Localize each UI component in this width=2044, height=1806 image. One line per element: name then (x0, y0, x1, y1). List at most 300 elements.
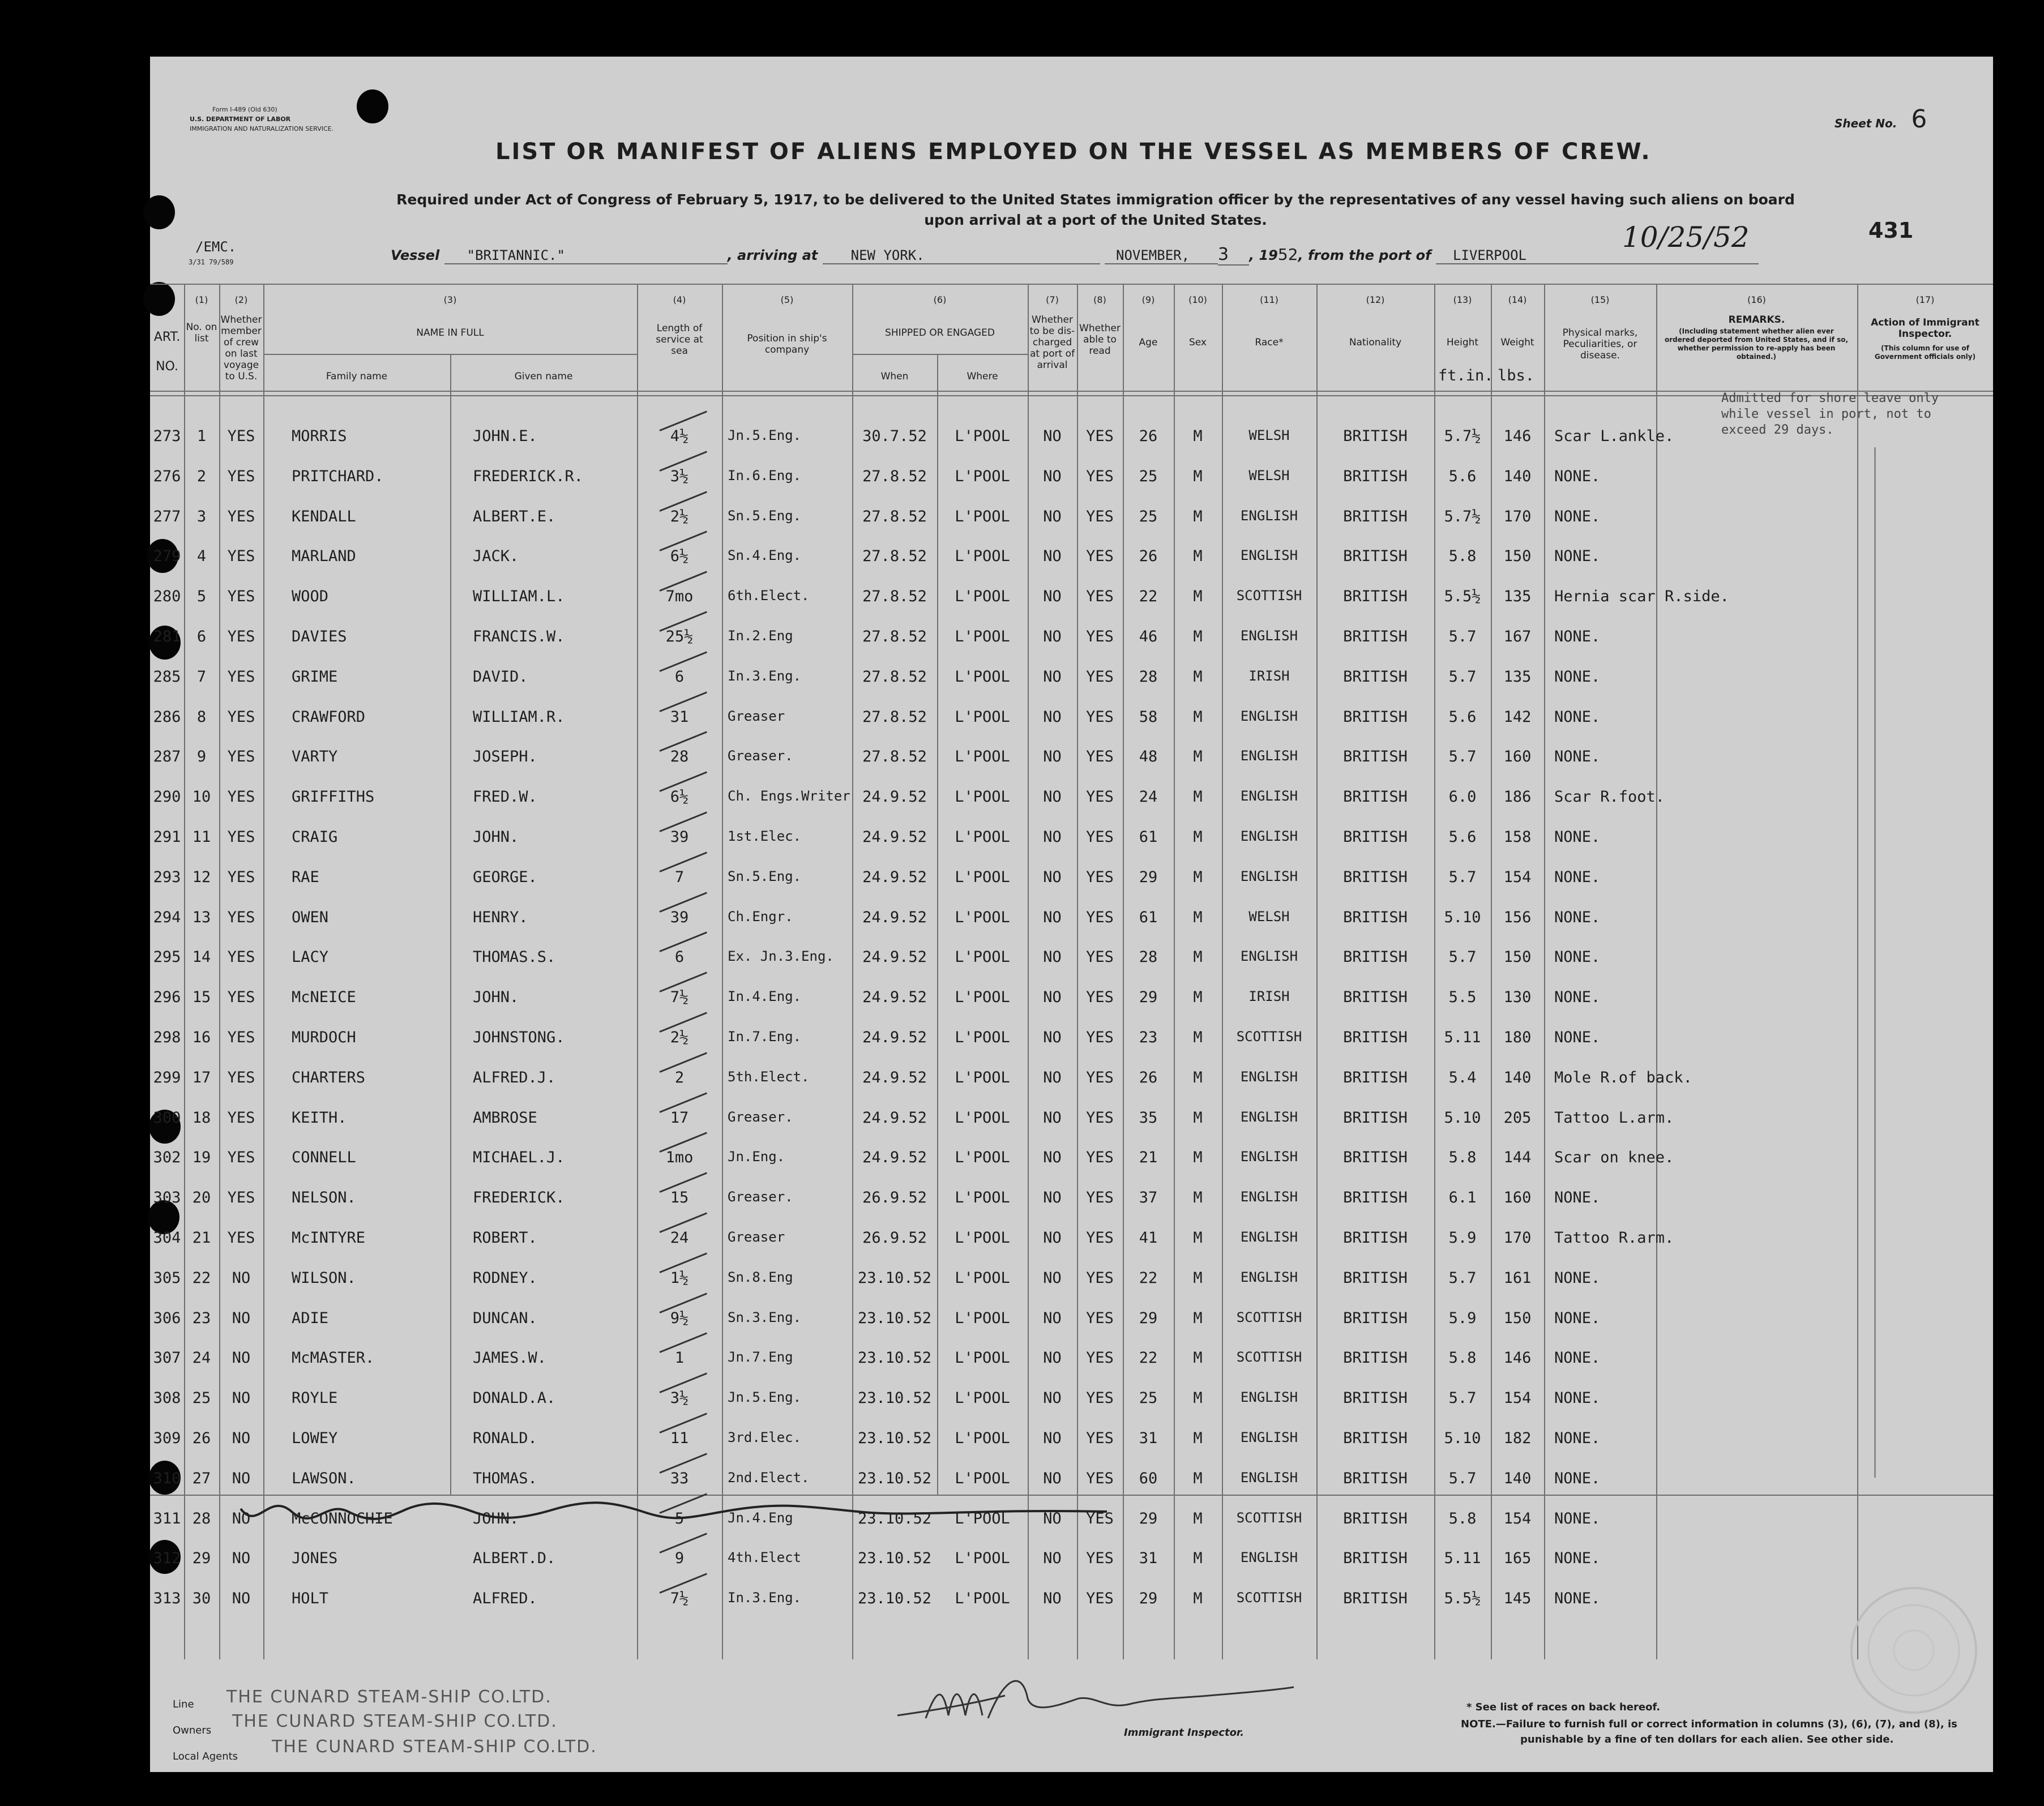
cell-family: CRAIG (292, 828, 338, 846)
list-number: 431 (1868, 218, 1914, 243)
cell-sex: M (1193, 667, 1203, 686)
cell-prev: YES (227, 1229, 255, 1247)
cell-sex: M (1193, 1029, 1203, 1046)
sheet-number-block (1835, 105, 1927, 134)
cell-height: 5.11 (1444, 1550, 1481, 1568)
cell-no: 22 (192, 1269, 211, 1287)
requirement-line-2: upon arrival at a port of the United States. (924, 212, 1267, 228)
table-row (150, 828, 1857, 851)
cell-weight: 161 (1503, 1269, 1532, 1287)
cell-read: YES (1086, 628, 1114, 645)
cell-position: Jn.Eng. (728, 1149, 785, 1165)
cell-position: In.4.Eng. (728, 988, 802, 1005)
cell-sex: M (1193, 1509, 1203, 1527)
cell-disch: NO (1043, 988, 1062, 1007)
cell-given: RONALD. (473, 1430, 537, 1447)
cell-disch: NO (1043, 547, 1062, 566)
requirement-text (377, 190, 1815, 230)
cell-position: Jn.4.Eng (728, 1509, 793, 1526)
cell-where: L'POOL (955, 1269, 1010, 1287)
cell-nat: BRITISH (1343, 948, 1408, 966)
cell-position: Sn.5.Eng. (728, 507, 802, 524)
cell-art: 295 (153, 948, 181, 966)
table-row (150, 1229, 1857, 1252)
cell-disch: NO (1043, 588, 1062, 606)
cell-age: 23 (1139, 1029, 1158, 1046)
cell-read: YES (1086, 1269, 1114, 1287)
cell-prev: YES (227, 988, 255, 1007)
cell-read: YES (1086, 908, 1114, 926)
cell-height: 5.7 (1448, 748, 1477, 766)
cell-where: L'POOL (955, 1469, 1010, 1487)
cell-where: L'POOL (955, 547, 1010, 566)
cell-sex: M (1193, 1189, 1203, 1207)
cell-given: JOHN. (473, 988, 519, 1007)
cell-art: 277 (153, 507, 181, 525)
cell-read: YES (1086, 507, 1114, 525)
cell-nat: BRITISH (1343, 908, 1408, 926)
cell-given: THOMAS. (473, 1469, 537, 1487)
closing-scribble (235, 1497, 1113, 1526)
cell-age: 48 (1139, 748, 1158, 766)
cell-art: 300 (153, 1109, 181, 1127)
cell-race: ENGLISH (1240, 828, 1298, 844)
cell-race: ENGLISH (1240, 507, 1298, 524)
cell-no: 11 (192, 828, 211, 846)
cell-height: 5.9 (1448, 1229, 1477, 1247)
cell-position: 3rd.Elec. (728, 1430, 802, 1445)
cell-nat: BRITISH (1343, 628, 1408, 645)
cell-weight: 160 (1503, 748, 1532, 766)
cell-read: YES (1086, 988, 1114, 1007)
cell-height: 5.5½ (1444, 1590, 1481, 1608)
cell-sex: M (1193, 1149, 1203, 1167)
handwritten-date: 10/25/52 (1622, 221, 1750, 254)
cell-art: 304 (153, 1229, 181, 1247)
cell-prev: NO (232, 1349, 251, 1367)
cell-marks: NONE. (1554, 547, 1601, 566)
cell-disch: NO (1043, 667, 1062, 686)
cell-service: 2 (674, 1068, 685, 1086)
cell-nat: BRITISH (1343, 1349, 1408, 1367)
line-label: Line (173, 1698, 194, 1710)
cell-art: 306 (153, 1309, 181, 1327)
cell-family: PRITCHARD. (292, 467, 384, 485)
owners-label: Owners (173, 1724, 212, 1736)
cell-weight: 130 (1503, 988, 1532, 1007)
cell-when: 27.8.52 (862, 588, 927, 606)
cell-read: YES (1086, 788, 1114, 806)
cell-age: 22 (1139, 1349, 1158, 1367)
cell-marks: NONE. (1554, 868, 1601, 886)
cell-weight: 167 (1503, 628, 1532, 645)
cell-prev: NO (232, 1590, 251, 1608)
arrival-year: 52 (1277, 245, 1298, 264)
cell-read: YES (1086, 1590, 1114, 1608)
cell-age: 29 (1139, 1309, 1158, 1327)
cell-height: 5.6 (1448, 828, 1477, 846)
cell-service: 7½ (670, 988, 689, 1007)
cell-height: 5.7½ (1444, 507, 1481, 525)
cell-height: 5.8 (1448, 1509, 1477, 1527)
cell-where: L'POOL (955, 988, 1010, 1007)
cell-weight: 170 (1503, 507, 1532, 525)
cell-read: YES (1086, 467, 1114, 485)
cell-sex: M (1193, 988, 1203, 1007)
agents-value: THE CUNARD STEAM-SHIP CO.LTD. (272, 1737, 597, 1757)
cell-service: 1mo (665, 1149, 694, 1167)
cell-prev: YES (227, 1029, 255, 1046)
col-13-header: Height (1446, 337, 1479, 348)
cell-when: 23.10.52 (857, 1309, 932, 1327)
cell-where: L'POOL (955, 1509, 1010, 1527)
table-row (150, 1149, 1857, 1171)
col-12-header: Nationality (1349, 337, 1402, 348)
cell-nat: BRITISH (1343, 1469, 1408, 1487)
cell-service: 1½ (670, 1269, 689, 1287)
cell-when: 23.10.52 (857, 1590, 932, 1608)
cell-given: WILLIAM.R. (473, 708, 565, 726)
cell-nat: BRITISH (1343, 1189, 1408, 1207)
cell-where: L'POOL (955, 748, 1010, 766)
cell-height: 5.5 (1448, 988, 1477, 1007)
cell-no: 18 (192, 1109, 211, 1127)
cell-position: Sn.5.Eng. (728, 868, 802, 884)
cell-service: 6 (674, 667, 685, 686)
table-row (150, 1189, 1857, 1212)
cell-prev: NO (232, 1430, 251, 1447)
cell-sex: M (1193, 628, 1203, 645)
cell-marks: NONE. (1554, 948, 1601, 966)
cell-service: 33 (670, 1469, 689, 1487)
cell-when: 24.9.52 (862, 1068, 927, 1086)
header-bottom-rule (150, 391, 1993, 392)
cell-age: 61 (1139, 828, 1158, 846)
cell-weight: 150 (1503, 1309, 1532, 1327)
col-16-subheader: (Including statement whether alien ever ordered deported from United States, and if so, whether permission to re-apply has been obtained.) (1664, 327, 1849, 361)
cell-height: 5.7 (1448, 1469, 1477, 1487)
cell-when: 27.8.52 (862, 628, 927, 645)
arrival-month: NOVEMBER, (1105, 247, 1218, 264)
table-row (150, 1349, 1857, 1372)
cell-marks: NONE. (1554, 708, 1601, 726)
table-row (150, 588, 1857, 610)
cell-where: L'POOL (955, 1029, 1010, 1046)
cell-family: McINTYRE (292, 1229, 366, 1247)
table-row (150, 1029, 1857, 1051)
cell-no: 19 (192, 1149, 211, 1167)
cell-disch: NO (1043, 1309, 1062, 1327)
cell-disch: NO (1043, 868, 1062, 886)
cell-sex: M (1193, 1109, 1203, 1127)
cell-where: L'POOL (955, 628, 1010, 645)
table-row (150, 1109, 1857, 1132)
cell-height: 5.8 (1448, 547, 1477, 566)
cell-given: ALBERT.E. (473, 507, 556, 525)
cell-art: 273 (153, 427, 181, 445)
cell-sex: M (1193, 1229, 1203, 1247)
cell-prev: YES (227, 427, 255, 445)
cell-given: AMBROSE (473, 1109, 537, 1127)
cell-where: L'POOL (955, 828, 1010, 846)
table-row (150, 508, 1857, 530)
cell-service: 24 (670, 1229, 689, 1247)
cell-race: SCOTTISH (1236, 1349, 1302, 1366)
cell-family: VARTY (292, 748, 338, 766)
cell-no: 12 (192, 868, 211, 886)
cell-where: L'POOL (955, 427, 1010, 445)
cell-family: CRAWFORD (292, 708, 366, 726)
cell-disch: NO (1043, 1269, 1062, 1287)
cell-when: 24.9.52 (862, 1109, 927, 1127)
note-line-2: punishable by a fine of ten dollars for each alien. See other side. (1520, 1734, 1894, 1745)
cell-given: JACK. (473, 547, 519, 566)
agents-label: Local Agents (173, 1751, 238, 1762)
cell-read: YES (1086, 1068, 1114, 1086)
col-9-num: (9) (1141, 294, 1155, 305)
col-6-when-header: When (880, 371, 909, 382)
cell-when: 27.8.52 (862, 708, 927, 726)
cell-nat: BRITISH (1343, 547, 1408, 566)
cell-where: L'POOL (955, 1189, 1010, 1207)
cell-family: KENDALL (292, 507, 356, 525)
cell-no: 5 (196, 588, 207, 606)
cell-position: Greaser. (728, 748, 793, 764)
cell-height: 5.10 (1444, 1109, 1481, 1127)
cell-nat: BRITISH (1343, 828, 1408, 846)
col-17-header: Action of Immigrant Inspector. (1871, 317, 1979, 340)
cell-no: 3 (196, 507, 207, 525)
cell-read: YES (1086, 1389, 1114, 1407)
cell-where: L'POOL (955, 1309, 1010, 1327)
cell-nat: BRITISH (1343, 1269, 1408, 1287)
cell-service: 39 (670, 908, 689, 926)
cell-prev: YES (227, 868, 255, 886)
cell-read: YES (1086, 1309, 1114, 1327)
cell-height: 6.0 (1448, 788, 1477, 806)
col-16-num: (16) (1747, 294, 1766, 305)
cell-marks: Scar L.ankle. (1554, 427, 1674, 445)
cell-race: ENGLISH (1240, 1109, 1298, 1125)
cell-prev: YES (227, 547, 255, 566)
cell-position: In.7.Eng. (728, 1029, 802, 1045)
cell-race: SCOTTISH (1236, 588, 1302, 604)
cell-height: 5.7 (1448, 1269, 1477, 1287)
cell-weight: 180 (1503, 1029, 1532, 1046)
cell-art: 298 (153, 1029, 181, 1046)
cell-age: 28 (1139, 948, 1158, 966)
cell-nat: BRITISH (1343, 1389, 1408, 1407)
cell-when: 24.9.52 (862, 868, 927, 886)
cell-age: 60 (1139, 1469, 1158, 1487)
cell-art: 285 (153, 667, 181, 686)
cell-prev: YES (227, 507, 255, 525)
table-row (150, 868, 1857, 891)
cell-family: ADIE (292, 1309, 329, 1327)
cell-disch: NO (1043, 788, 1062, 806)
table-row (150, 1389, 1857, 1412)
col-4-num: (4) (673, 294, 686, 305)
note-line-1: NOTE.—Failure to furnish full or correct information in columns (3), (6), (7), and (8), is (1461, 1718, 1957, 1730)
cell-no: 6 (196, 628, 207, 645)
cell-where: L'POOL (955, 667, 1010, 686)
cell-prev: YES (227, 908, 255, 926)
cell-service: 2½ (670, 1029, 689, 1046)
cell-position: Ch.Engr. (728, 908, 793, 925)
table-bottom-rule (150, 1495, 1993, 1496)
cell-prev: YES (227, 948, 255, 966)
cell-service: 6 (674, 948, 685, 966)
cell-disch: NO (1043, 708, 1062, 726)
cell-height: 5.8 (1448, 1349, 1477, 1367)
cell-read: YES (1086, 1349, 1114, 1367)
cell-disch: NO (1043, 1590, 1062, 1608)
cell-marks: NONE. (1554, 1590, 1601, 1608)
cell-service: 17 (670, 1109, 689, 1127)
cell-art: 280 (153, 588, 181, 606)
arrival-day: 3 (1218, 245, 1249, 266)
cell-family: ROYLE (292, 1389, 338, 1407)
cell-age: 61 (1139, 908, 1158, 926)
cell-given: MICHAEL.J. (473, 1149, 565, 1167)
cell-age: 29 (1139, 988, 1158, 1007)
cell-where: L'POOL (955, 1109, 1010, 1127)
cell-sex: M (1193, 1309, 1203, 1327)
cell-read: YES (1086, 1469, 1114, 1487)
cell-service: 9 (674, 1550, 685, 1568)
cell-marks: NONE. (1554, 1389, 1601, 1407)
cell-prev: YES (227, 1068, 255, 1086)
col-6-num: (6) (933, 294, 947, 305)
col-13-num: (13) (1453, 294, 1472, 305)
cell-where: L'POOL (955, 1229, 1010, 1247)
cell-age: 22 (1139, 588, 1158, 606)
cell-art: 308 (153, 1389, 181, 1407)
cell-no: 26 (192, 1430, 211, 1447)
cell-age: 41 (1139, 1229, 1158, 1247)
requirement-line-1: Required under Act of Congress of February 5, 1917, to be delivered to the United States immigration officer by the representatives of any vessel having such aliens on board (396, 191, 1795, 208)
cell-disch: NO (1043, 507, 1062, 525)
cell-where: L'POOL (955, 507, 1010, 525)
cell-no: 16 (192, 1029, 211, 1046)
cell-nat: BRITISH (1343, 1590, 1408, 1608)
cell-no: 4 (196, 547, 207, 566)
cell-nat: BRITISH (1343, 1229, 1408, 1247)
cell-no: 8 (196, 708, 207, 726)
cell-read: YES (1086, 708, 1114, 726)
cell-sex: M (1193, 507, 1203, 525)
col-3-given-header: Given name (514, 371, 573, 382)
cell-service: 5 (674, 1509, 685, 1527)
cell-family: LAWSON. (292, 1469, 356, 1487)
cell-disch: NO (1043, 1509, 1062, 1527)
cell-art: 287 (153, 748, 181, 766)
cell-race: ENGLISH (1240, 1229, 1298, 1245)
cell-disch: NO (1043, 1149, 1062, 1167)
cell-read: YES (1086, 1550, 1114, 1568)
cell-given: JAMES.W. (473, 1349, 547, 1367)
cell-prev: NO (232, 1389, 251, 1407)
cell-position: In.3.Eng. (728, 1590, 802, 1606)
cell-nat: BRITISH (1343, 1068, 1408, 1086)
cell-race: ENGLISH (1240, 1068, 1298, 1085)
cell-art: 276 (153, 467, 181, 485)
cell-marks: Scar R.foot. (1554, 788, 1665, 806)
cell-height: 5.6 (1448, 467, 1477, 485)
col-1-header: ART. NO. (153, 330, 181, 374)
table-row (150, 1269, 1857, 1292)
cell-no: 10 (192, 788, 211, 806)
cell-race: WELSH (1248, 467, 1290, 483)
cell-race: ENGLISH (1240, 708, 1298, 724)
cell-height: 5.4 (1448, 1068, 1477, 1086)
vessel-name: "BRITANNIC." (444, 247, 728, 264)
col-14-header: Weight (1500, 337, 1534, 348)
cell-sex: M (1193, 547, 1203, 566)
cell-weight: 145 (1503, 1590, 1532, 1608)
cell-when: 27.8.52 (862, 507, 927, 525)
arriving-label: , arriving at (727, 247, 818, 263)
cell-given: JOHNSTONG. (473, 1029, 565, 1046)
col-12-num: (12) (1366, 294, 1385, 305)
cell-nat: BRITISH (1343, 1309, 1408, 1327)
cell-disch: NO (1043, 1109, 1062, 1127)
cell-read: YES (1086, 868, 1114, 886)
cell-marks: NONE. (1554, 1550, 1601, 1568)
cell-given: JOHN. (473, 1509, 519, 1527)
cell-art: 313 (153, 1590, 181, 1608)
cell-race: ENGLISH (1240, 948, 1298, 965)
cell-given: DONALD.A. (473, 1389, 556, 1407)
cell-weight: 146 (1503, 1349, 1532, 1367)
shipped-subheader-rule (852, 354, 1028, 355)
cell-art: 307 (153, 1349, 181, 1367)
cell-when: 27.8.52 (862, 667, 927, 686)
cell-marks: NONE. (1554, 1269, 1601, 1287)
cell-art: 312 (153, 1550, 181, 1568)
cell-age: 31 (1139, 1550, 1158, 1568)
cell-race: ENGLISH (1240, 1469, 1298, 1486)
cell-family: JONES (292, 1550, 338, 1568)
table-row (150, 948, 1857, 971)
cell-weight: 140 (1503, 1469, 1532, 1487)
cell-no: 9 (196, 748, 207, 766)
cell-given: FRED.W. (473, 788, 537, 806)
cell-prev: YES (227, 788, 255, 806)
table-row (150, 708, 1857, 731)
cell-nat: BRITISH (1343, 667, 1408, 686)
page-title: LIST OR MANIFEST OF ALIENS EMPLOYED ON THE VESSEL AS MEMBERS OF CREW. (495, 139, 1652, 165)
cell-service: 9½ (670, 1309, 689, 1327)
cell-service: 3½ (670, 467, 689, 485)
cell-race: SCOTTISH (1236, 1309, 1302, 1325)
cell-age: 29 (1139, 868, 1158, 886)
cell-nat: BRITISH (1343, 1029, 1408, 1046)
cell-prev: YES (227, 828, 255, 846)
cell-read: YES (1086, 1109, 1114, 1127)
table-row (150, 628, 1857, 650)
cell-family: OWEN (292, 908, 329, 926)
cell-read: YES (1086, 1149, 1114, 1167)
table-row (150, 547, 1857, 570)
cell-given: HENRY. (473, 908, 528, 926)
cell-no: 20 (192, 1189, 211, 1207)
cell-race: ENGLISH (1240, 1430, 1298, 1445)
header-bottom-rule-2 (150, 395, 1993, 396)
shore-leave-remark: Admitted for shore leave only while vessel in port, not to exceed 29 days. (1721, 391, 1939, 437)
cell-race: ENGLISH (1240, 868, 1298, 884)
cell-marks: NONE. (1554, 507, 1601, 525)
